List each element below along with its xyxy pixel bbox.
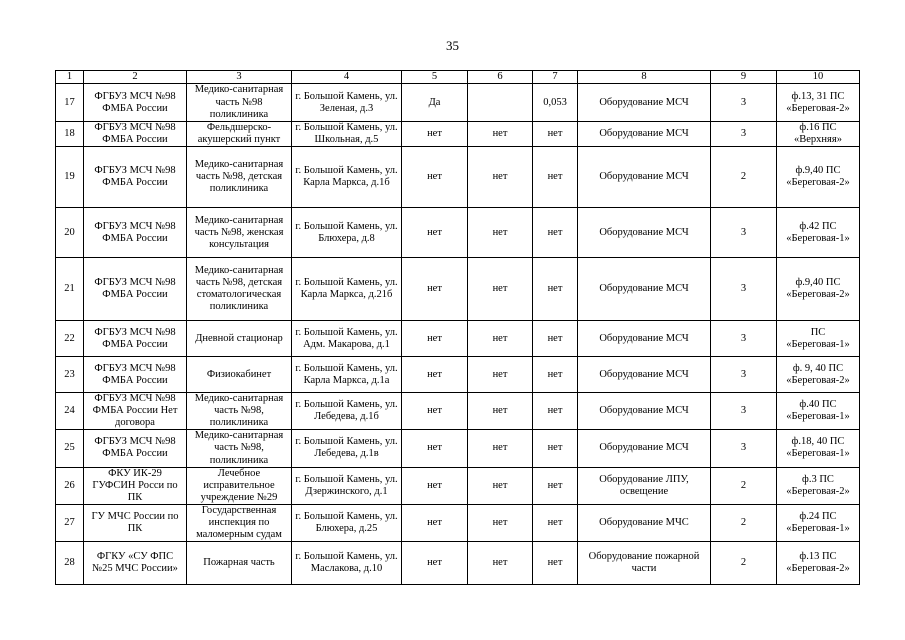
table-cell: 0,053 xyxy=(533,84,578,122)
table-cell: ФГКУ «СУ ФПС №25 МЧС России» xyxy=(84,541,187,584)
table-cell: г. Большой Камень, ул. Карла Маркса, д.1б xyxy=(292,147,402,208)
table-cell: Оборудование МЧС xyxy=(578,504,711,541)
table-cell: 27 xyxy=(56,504,84,541)
table-cell: Дневной стационар xyxy=(187,321,292,357)
table-cell: нет xyxy=(468,541,533,584)
table-cell: ф.40 ПС «Береговая-1» xyxy=(777,393,860,430)
table-row xyxy=(56,357,860,393)
table-cell: нет xyxy=(533,541,578,584)
table-cell: Медико-санитарная часть №98, детская поликлиника xyxy=(187,147,292,208)
table-cell: нет xyxy=(402,147,468,208)
table-cell: нет xyxy=(402,258,468,321)
table-cell: ФГБУЗ МСЧ №98 ФМБА России xyxy=(84,258,187,321)
table-cell: 19 xyxy=(56,147,84,208)
table-cell: г. Большой Камень, ул. Карла Маркса, д.21б xyxy=(292,258,402,321)
table-row xyxy=(56,84,860,122)
table-cell: г. Большой Камень, ул. Блюхера, д.8 xyxy=(292,208,402,258)
table-cell: Государственная инспекция по маломерным судам xyxy=(187,504,292,541)
table-cell: нет xyxy=(402,122,468,147)
table-cell: Оборудование МСЧ xyxy=(578,430,711,467)
table-cell: Медико-санитарная часть №98, поликлиника xyxy=(187,430,292,467)
table-cell: нет xyxy=(468,467,533,504)
table-cell: ГУ МЧС России по ПК xyxy=(84,504,187,541)
table-cell: ф.16 ПС «Верхняя» xyxy=(777,122,860,147)
table-cell: Лечебное исправительное учреждение №29 xyxy=(187,467,292,504)
table-row xyxy=(56,467,860,504)
table-cell: Оборудование МСЧ xyxy=(578,393,711,430)
table-cell: Оборудование МСЧ xyxy=(578,321,711,357)
table-cell: 3 xyxy=(711,258,777,321)
table-cell: ф.18, 40 ПС «Береговая-1» xyxy=(777,430,860,467)
table-cell: Оборудование МСЧ xyxy=(578,258,711,321)
table-cell: ФГБУЗ МСЧ №98 ФМБА России xyxy=(84,321,187,357)
table-cell: г. Большой Камень, ул. Адм. Макарова, д.1 xyxy=(292,321,402,357)
table-cell: ФГБУЗ МСЧ №98 ФМБА России xyxy=(84,122,187,147)
table-cell: 3 xyxy=(711,321,777,357)
table-row xyxy=(56,430,860,467)
table-cell: нет xyxy=(468,357,533,393)
table-cell: г. Большой Камень, ул. Школьная, д.5 xyxy=(292,122,402,147)
table-row xyxy=(56,258,860,321)
table-cell: нет xyxy=(468,258,533,321)
table-cell: ф.9,40 ПС «Береговая-2» xyxy=(777,147,860,208)
table-cell: Оборудование МСЧ xyxy=(578,357,711,393)
table-cell: 20 xyxy=(56,208,84,258)
table-cell: 23 xyxy=(56,357,84,393)
table-cell: нет xyxy=(402,393,468,430)
column-header: 5 xyxy=(402,71,468,84)
table-cell: нет xyxy=(468,147,533,208)
table-cell: 24 xyxy=(56,393,84,430)
table-cell: 3 xyxy=(711,393,777,430)
table-cell: 3 xyxy=(711,84,777,122)
table-row xyxy=(56,541,860,584)
header-row xyxy=(56,71,860,84)
table-cell: нет xyxy=(533,321,578,357)
column-header: 7 xyxy=(533,71,578,84)
table-cell: нет xyxy=(468,321,533,357)
table-cell: Медико-санитарная часть №98, детская стоматологическая поликлиника xyxy=(187,258,292,321)
table-cell: нет xyxy=(533,122,578,147)
table-cell: 2 xyxy=(711,504,777,541)
table-cell: г. Большой Камень, ул. Зеленая, д.3 xyxy=(292,84,402,122)
table-cell: Медико-санитарная часть №98 поликлиника xyxy=(187,84,292,122)
table-cell: Оборудование МСЧ xyxy=(578,122,711,147)
table-cell: г. Большой Камень, ул. Лебедева, д.1б xyxy=(292,393,402,430)
table-cell: 3 xyxy=(711,357,777,393)
table-row xyxy=(56,504,860,541)
table-cell: ф.13, 31 ПС «Береговая-2» xyxy=(777,84,860,122)
column-header: 4 xyxy=(292,71,402,84)
table-cell: 2 xyxy=(711,147,777,208)
table-cell: Да xyxy=(402,84,468,122)
page-number: 35 xyxy=(446,38,459,53)
table-cell: нет xyxy=(533,393,578,430)
table-cell: Медико-санитарная часть №98, женская консультация xyxy=(187,208,292,258)
table-cell: нет xyxy=(402,208,468,258)
table-cell: Оборудование МСЧ xyxy=(578,84,711,122)
table-cell: нет xyxy=(468,122,533,147)
table-cell: нет xyxy=(533,357,578,393)
table-row xyxy=(56,321,860,357)
column-header: 8 xyxy=(578,71,711,84)
table-cell: нет xyxy=(402,430,468,467)
table-cell: нет xyxy=(533,258,578,321)
table-cell: 26 xyxy=(56,467,84,504)
table-cell: Медико-санитарная часть №98, поликлиника xyxy=(187,393,292,430)
table-cell: ФГБУЗ МСЧ №98 ФМБА России xyxy=(84,147,187,208)
table-cell: 25 xyxy=(56,430,84,467)
table-cell: 3 xyxy=(711,208,777,258)
table-cell: нет xyxy=(468,208,533,258)
table-cell: Пожарная часть xyxy=(187,541,292,584)
table-cell: нет xyxy=(533,430,578,467)
table-cell: нет xyxy=(533,147,578,208)
table-cell: ф.13 ПС «Береговая-2» xyxy=(777,541,860,584)
table-cell: Оборудование ЛПУ, освещение xyxy=(578,467,711,504)
table-cell: г. Большой Камень, ул. Дзержинского, д.1 xyxy=(292,467,402,504)
table-cell: Физиокабинет xyxy=(187,357,292,393)
column-header: 9 xyxy=(711,71,777,84)
table-cell: Оборудование МСЧ xyxy=(578,147,711,208)
table-row xyxy=(56,208,860,258)
table-cell: 2 xyxy=(711,467,777,504)
column-header: 3 xyxy=(187,71,292,84)
table-row xyxy=(56,147,860,208)
table-cell: ФГБУЗ МСЧ №98 ФМБА России Нет договора xyxy=(84,393,187,430)
table-cell: Оборудование пожарной части xyxy=(578,541,711,584)
facilities-table xyxy=(55,70,860,585)
table-cell: ф.24 ПС «Береговая-1» xyxy=(777,504,860,541)
column-header: 2 xyxy=(84,71,187,84)
table-cell: 28 xyxy=(56,541,84,584)
column-header: 6 xyxy=(468,71,533,84)
table-cell: Фельдшерско-акушерский пункт xyxy=(187,122,292,147)
table-cell: 3 xyxy=(711,122,777,147)
table-cell: 3 xyxy=(711,430,777,467)
table-cell: г. Большой Камень, ул. Блюхера, д.25 xyxy=(292,504,402,541)
table-cell: нет xyxy=(468,504,533,541)
table-cell: 22 xyxy=(56,321,84,357)
table-cell: 21 xyxy=(56,258,84,321)
table-cell: ф.3 ПС «Береговая-2» xyxy=(777,467,860,504)
table-cell: ФГБУЗ МСЧ №98 ФМБА России xyxy=(84,208,187,258)
table-cell: нет xyxy=(402,357,468,393)
table-cell xyxy=(468,84,533,122)
table-cell: 17 xyxy=(56,84,84,122)
table-body xyxy=(56,71,860,585)
table-cell: ФГБУЗ МСЧ №98 ФМБА России xyxy=(84,357,187,393)
table-cell: нет xyxy=(468,430,533,467)
table-cell: г. Большой Камень, ул. Лебедева, д.1в xyxy=(292,430,402,467)
table-cell: ф.9,40 ПС «Береговая-2» xyxy=(777,258,860,321)
table-cell: г. Большой Камень, ул. Карла Маркса, д.1а xyxy=(292,357,402,393)
table-cell: нет xyxy=(533,208,578,258)
table-cell: Оборудование МСЧ xyxy=(578,208,711,258)
table-cell: нет xyxy=(533,504,578,541)
table-cell: нет xyxy=(402,321,468,357)
table-cell: нет xyxy=(402,504,468,541)
table-cell: 2 xyxy=(711,541,777,584)
table-row xyxy=(56,122,860,147)
column-header: 1 xyxy=(56,71,84,84)
table-cell: нет xyxy=(533,467,578,504)
table-cell: ФКУ ИК-29 ГУФСИН Росси по ПК xyxy=(84,467,187,504)
table-cell: ПС «Береговая-1» xyxy=(777,321,860,357)
table-cell: ФГБУЗ МСЧ №98 ФМБА России xyxy=(84,430,187,467)
table-cell: ф. 9, 40 ПС «Береговая-2» xyxy=(777,357,860,393)
table-cell: нет xyxy=(402,467,468,504)
table-row xyxy=(56,393,860,430)
table-cell: ФГБУЗ МСЧ №98 ФМБА России xyxy=(84,84,187,122)
table-cell: нет xyxy=(468,393,533,430)
table-cell: нет xyxy=(402,541,468,584)
table-cell: ф.42 ПС «Береговая-1» xyxy=(777,208,860,258)
table-cell: 18 xyxy=(56,122,84,147)
table-cell: г. Большой Камень, ул. Маслакова, д.10 xyxy=(292,541,402,584)
column-header: 10 xyxy=(777,71,860,84)
